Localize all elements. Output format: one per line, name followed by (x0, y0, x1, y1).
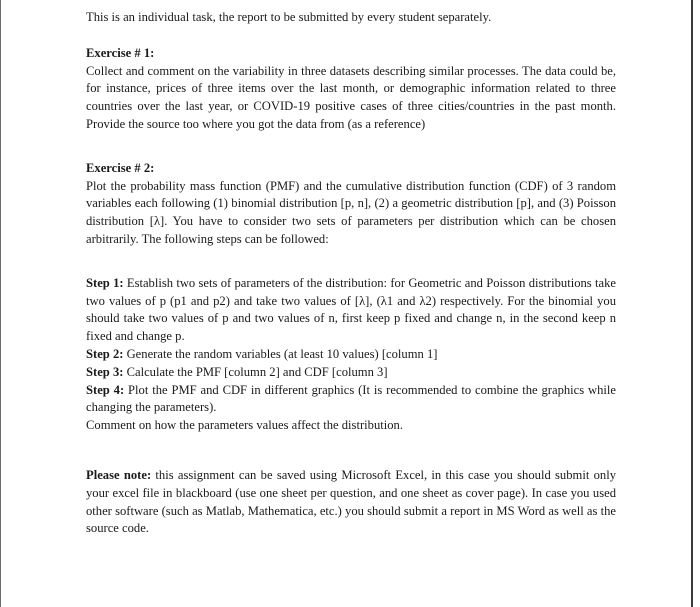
exercise-1-body: Collect and comment on the variability in three datasets describing similar processes. The data could be, for instance, prices of three items over the last month, or demographic information related to three countries over the last year, or COVID-19 positive cases of three cities/countries in the past month. Provide the source too where you got the data from (as a reference) (86, 63, 616, 131)
page-right-border (691, 0, 693, 607)
note-label: Please note: (86, 467, 152, 482)
document-body (86, 9, 616, 538)
page-left-border (0, 0, 1, 607)
step-3-label: Step 3: (86, 364, 124, 379)
note-text: this assignment can be saved using Microsoft Excel, in this case you should submit only your excel file in blackboard (use one sheet per question, and one sheet as cover page). In case you used other software (such as Matlab, Mathematica, etc.) you should submit a report in MS Word as well as the source code. (86, 467, 616, 536)
step-4-text: Plot the PMF and CDF in different graphics (It is recommended to combine the graphics while changing the parameters). (86, 382, 616, 415)
step-2-label: Step 2: (86, 346, 124, 361)
exercise-2-body: Plot the probability mass function (PMF) and the cumulative distribution function (CDF) of 3 random variables each following (1) binomial distribution [p, n], (2) a geometric distribution [p], and (3) Poisson distribution [λ]. You have to consider two sets of parameters per distribution which can be chosen arbitrarily. The following steps can be followed: (86, 178, 616, 246)
step-4-label: Step 4: (86, 382, 125, 397)
exercise-1-title: Exercise # 1: (86, 45, 155, 60)
note-paragraph (86, 467, 616, 538)
step-3 (86, 364, 616, 382)
step-2 (86, 346, 616, 364)
step-1-label: Step 1: (86, 275, 124, 290)
step-2-text: Generate the random variables (at least 10 values) [column 1] (123, 346, 438, 361)
step-4 (86, 382, 616, 418)
step-1 (86, 275, 616, 346)
exercise-2-title: Exercise # 2: (86, 160, 155, 175)
comment-text: Comment on how the parameters values affect the distribution. (86, 418, 403, 433)
intro-text: This is an individual task, the report to be submitted by every student separately. (86, 10, 492, 24)
step-1-text: Establish two sets of parameters of the distribution: for Geometric and Poisson distributions take two values of p (p1 and p2) and take two values of [λ], (λ1 and λ2) respectively. For the binomial you should take two values of p and two values of n, first keep p fixed and change n, in the second keep n fixed and change p. (86, 275, 616, 344)
step-3-text: Calculate the PMF [column 2] and CDF [column 3] (123, 364, 388, 379)
